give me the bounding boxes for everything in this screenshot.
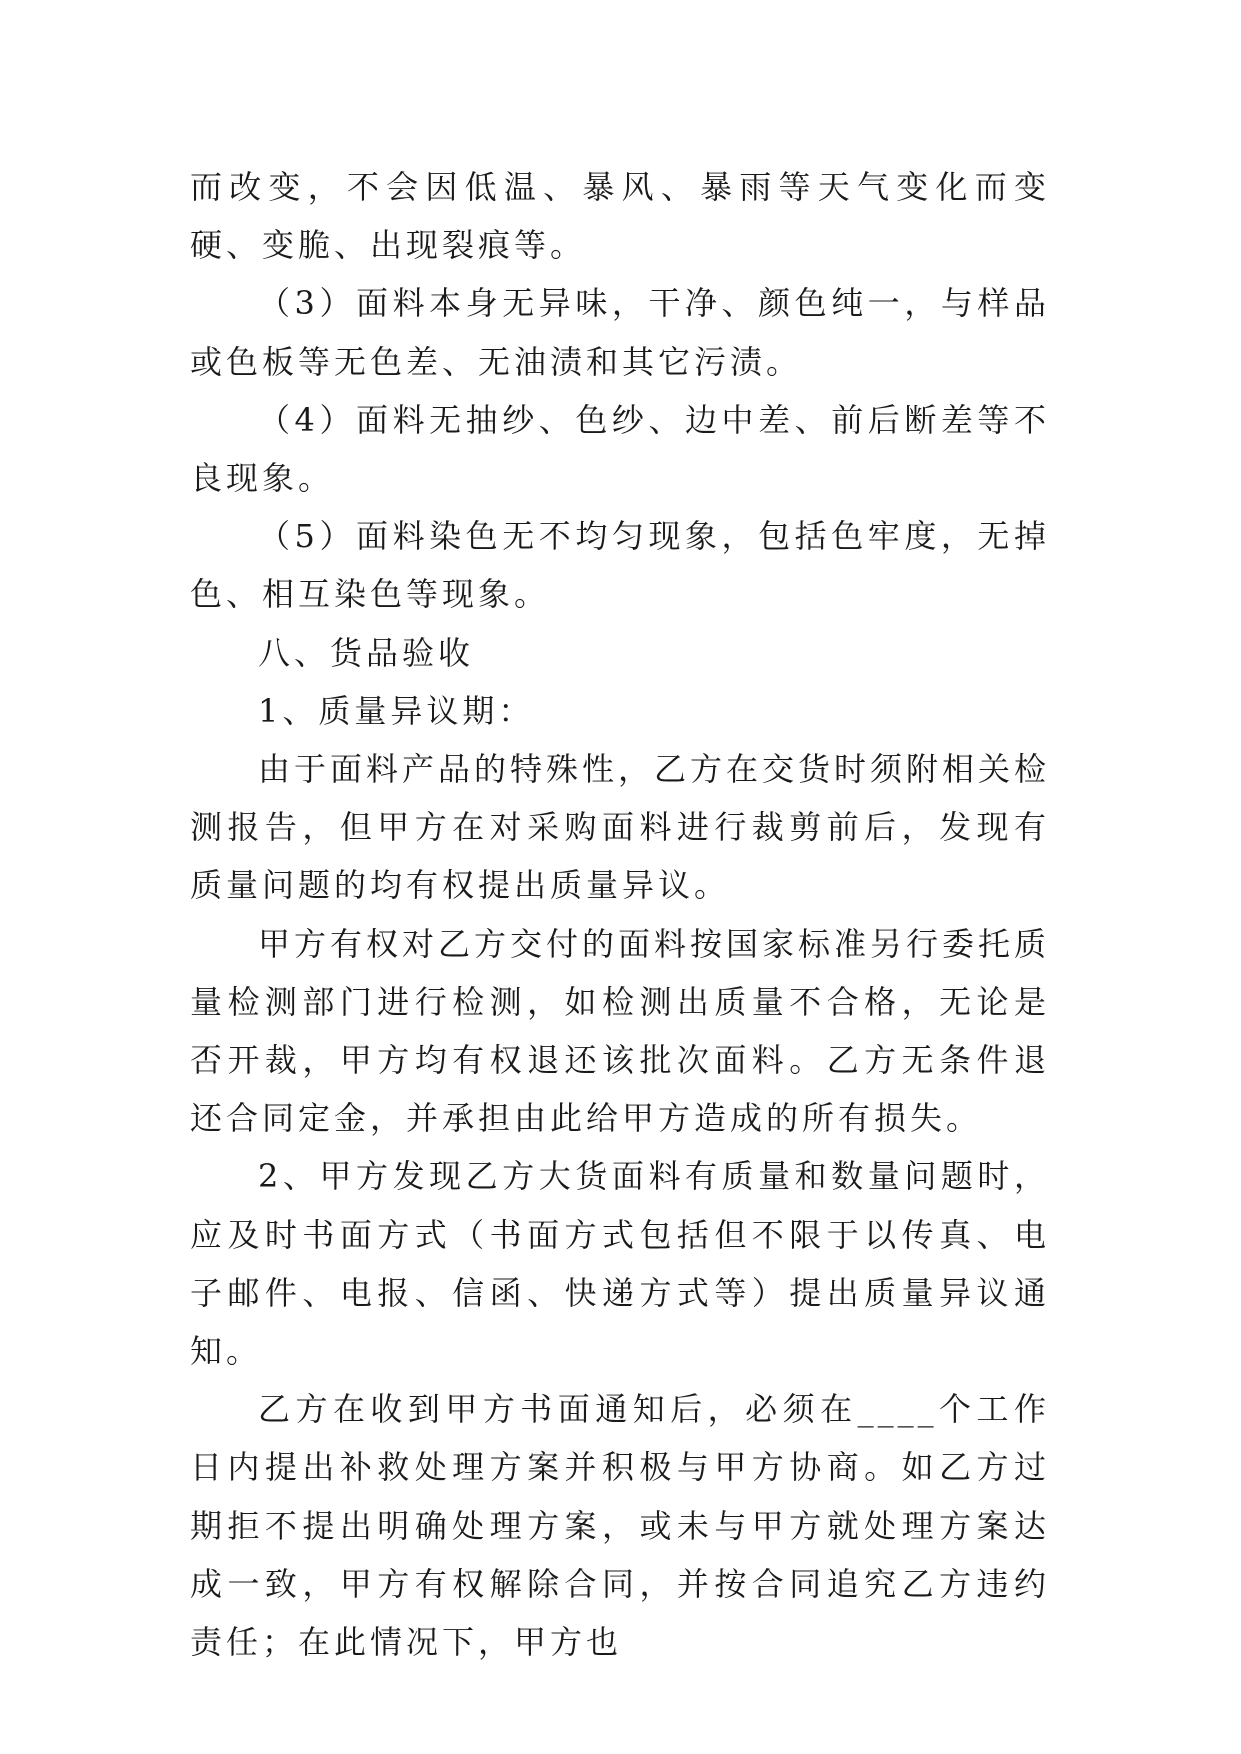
paragraph-item-4: （4）面料无抽纱、色纱、边中差、前后断差等不良现象。 xyxy=(190,400,1050,498)
paragraph-remedy-plan: 乙方在收到甲方书面通知后，必须在____个工作日内提出补救处理方案并积极与甲方协商。如乙方过期拒不提出明确处理方案，或未与甲方就处理方案达成一致，甲方有权解除合同，并按合同追究乙方违约责任；在此情况下，甲方也 xyxy=(190,1390,1050,1662)
document-body xyxy=(190,158,1050,1671)
subheading-quality-objection-period: 1、质量异议期： xyxy=(258,691,535,730)
paragraph-third-party-testing: 甲方有权对乙方交付的面料按国家标准另行委托质量检测部门进行检测，如检测出质量不合格，无论是否开裁，甲方均有权退还该批次面料。乙方无条件退还合同定金，并承担由此给甲方造成的所有损失。 xyxy=(190,924,1051,1138)
section-heading-eight: 八、货品验收 xyxy=(258,633,475,672)
paragraph-item-3: （3）面料本身无异味，干净、颜色纯一，与样品或色板等无色差、无油渍和其它污渍。 xyxy=(190,284,1050,381)
paragraph-written-notice: 2、甲方发现乙方大货面料有质量和数量问题时，应及时书面方式（书面方式包括但不限于以传真、电子邮件、电报、信函、快递方式等）提出质量异议通知。 xyxy=(190,1157,1050,1371)
paragraph-continuation: 而改变，不会因低温、暴风、暴雨等天气变化而变硬、变脆、出现裂痕等。 xyxy=(190,168,1050,265)
paragraph-item-5: （5）面料染色无不均匀现象，包括色牢度，无掉色、相互染色等现象。 xyxy=(190,517,1050,614)
paragraph-special-nature: 由于面料产品的特殊性，乙方在交货时须附相关检测报告，但甲方在对采购面料进行裁剪前后，发现有质量问题的均有权提出质量异议。 xyxy=(190,750,1051,905)
